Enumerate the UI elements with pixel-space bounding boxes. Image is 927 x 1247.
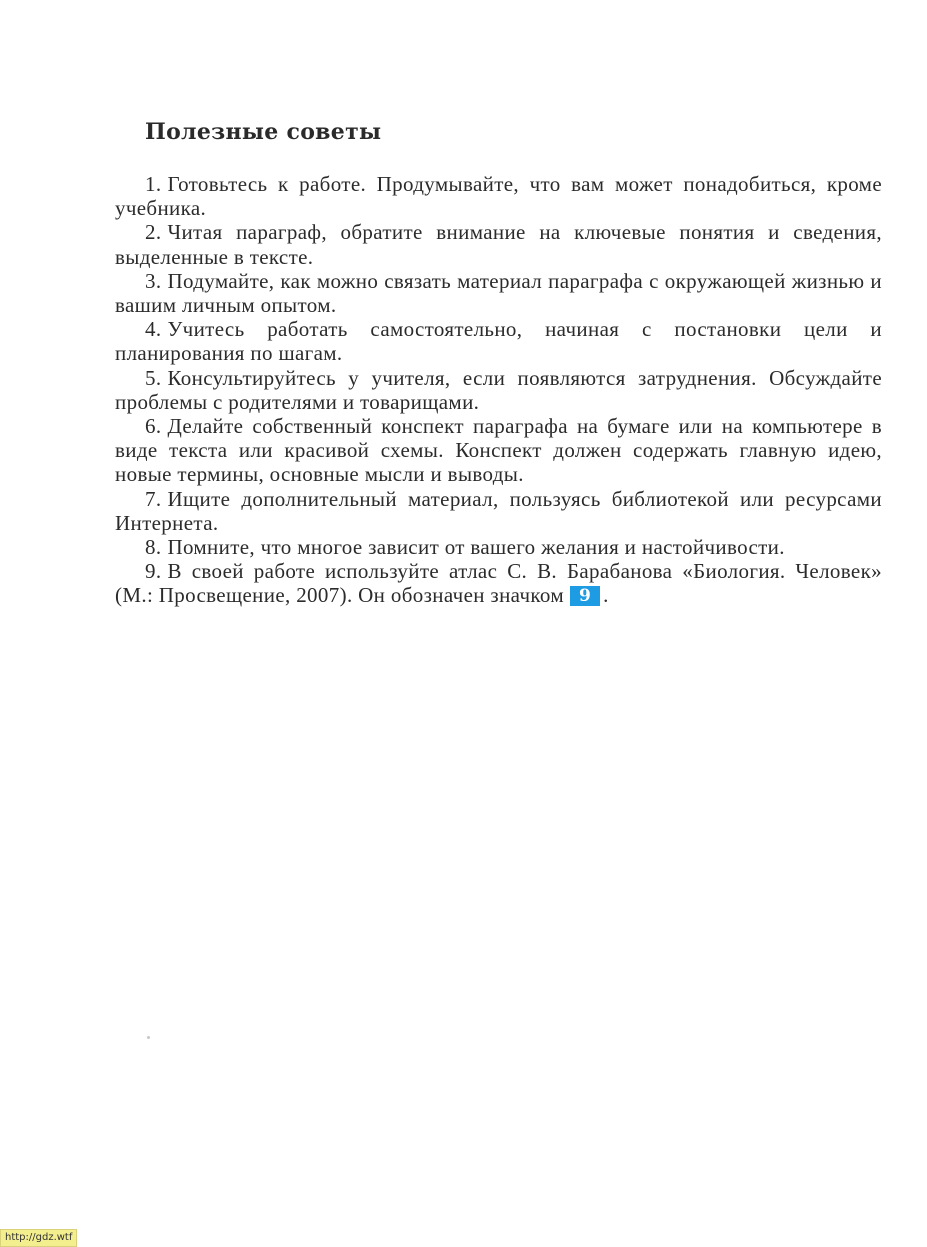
tip-number: 2.: [145, 220, 162, 245]
tip-item: [115, 487, 882, 535]
tip-item: [115, 269, 882, 317]
tip-text: Консультируйтесь у учителя, если появляются затруднения. Обсуждайте проблемы с родителями и товарищами.: [115, 365, 882, 414]
tip-number: 5.: [145, 365, 162, 390]
tip-item: [115, 366, 882, 414]
tip-text: Учитесь работать самостоятельно, начиная с постановки цели и планирования по шагам.: [115, 317, 882, 366]
tip-number: 6.: [145, 414, 162, 439]
tip-item: [115, 220, 882, 268]
tip-item: [115, 317, 882, 365]
atlas-badge-icon: 9: [570, 586, 600, 606]
tip-item: [115, 535, 882, 559]
tip-number: 4.: [145, 317, 162, 342]
tip-item-atlas: [115, 559, 882, 607]
tips-list: [115, 172, 882, 608]
tip-number: 9.: [145, 559, 162, 584]
scan-speck: [147, 1036, 150, 1039]
tip-text: Подумайте, как можно связать материал параграфа с окружающей жизнью и вашим личным опытом.: [115, 268, 882, 318]
tip-item: [115, 172, 882, 220]
tip-number: 8.: [145, 535, 162, 560]
tip-text: Готовьтесь к работе. Продумывайте, что вам может понадобиться, кроме учебника.: [115, 172, 882, 221]
tip-number: 1.: [145, 172, 162, 196]
tip-text: Ищите дополнительный материал, пользуясь библиотекой или ресурсами Интернета.: [115, 486, 882, 535]
tip-number: 7.: [145, 486, 162, 511]
page-title: Полезные советы: [145, 119, 382, 145]
tip-end: .: [603, 583, 609, 608]
tip-number: 3.: [145, 268, 162, 293]
tip-item: [115, 414, 882, 487]
tip-text: Делайте собственный конспект параграфа на бумаге или на компьютере в виде текста или красивой схемы. Конспект должен содержать главную идею, новые термины, основные мысли и выводы.: [115, 414, 882, 487]
tip-text: Читая параграф, обратите внимание на ключевые понятия и сведения, выделенные в тексте.: [115, 220, 882, 269]
watermark-link[interactable]: http://gdz.wtf: [0, 1229, 77, 1247]
tip-text: Помните, что многое зависит от вашего желания и настойчивости.: [167, 535, 785, 560]
tip-text: В своей работе используйте атлас С. В. Барабанова «Биология. Человек» (М.: Просвещение, 2007). Он обозначен значком: [115, 559, 882, 608]
